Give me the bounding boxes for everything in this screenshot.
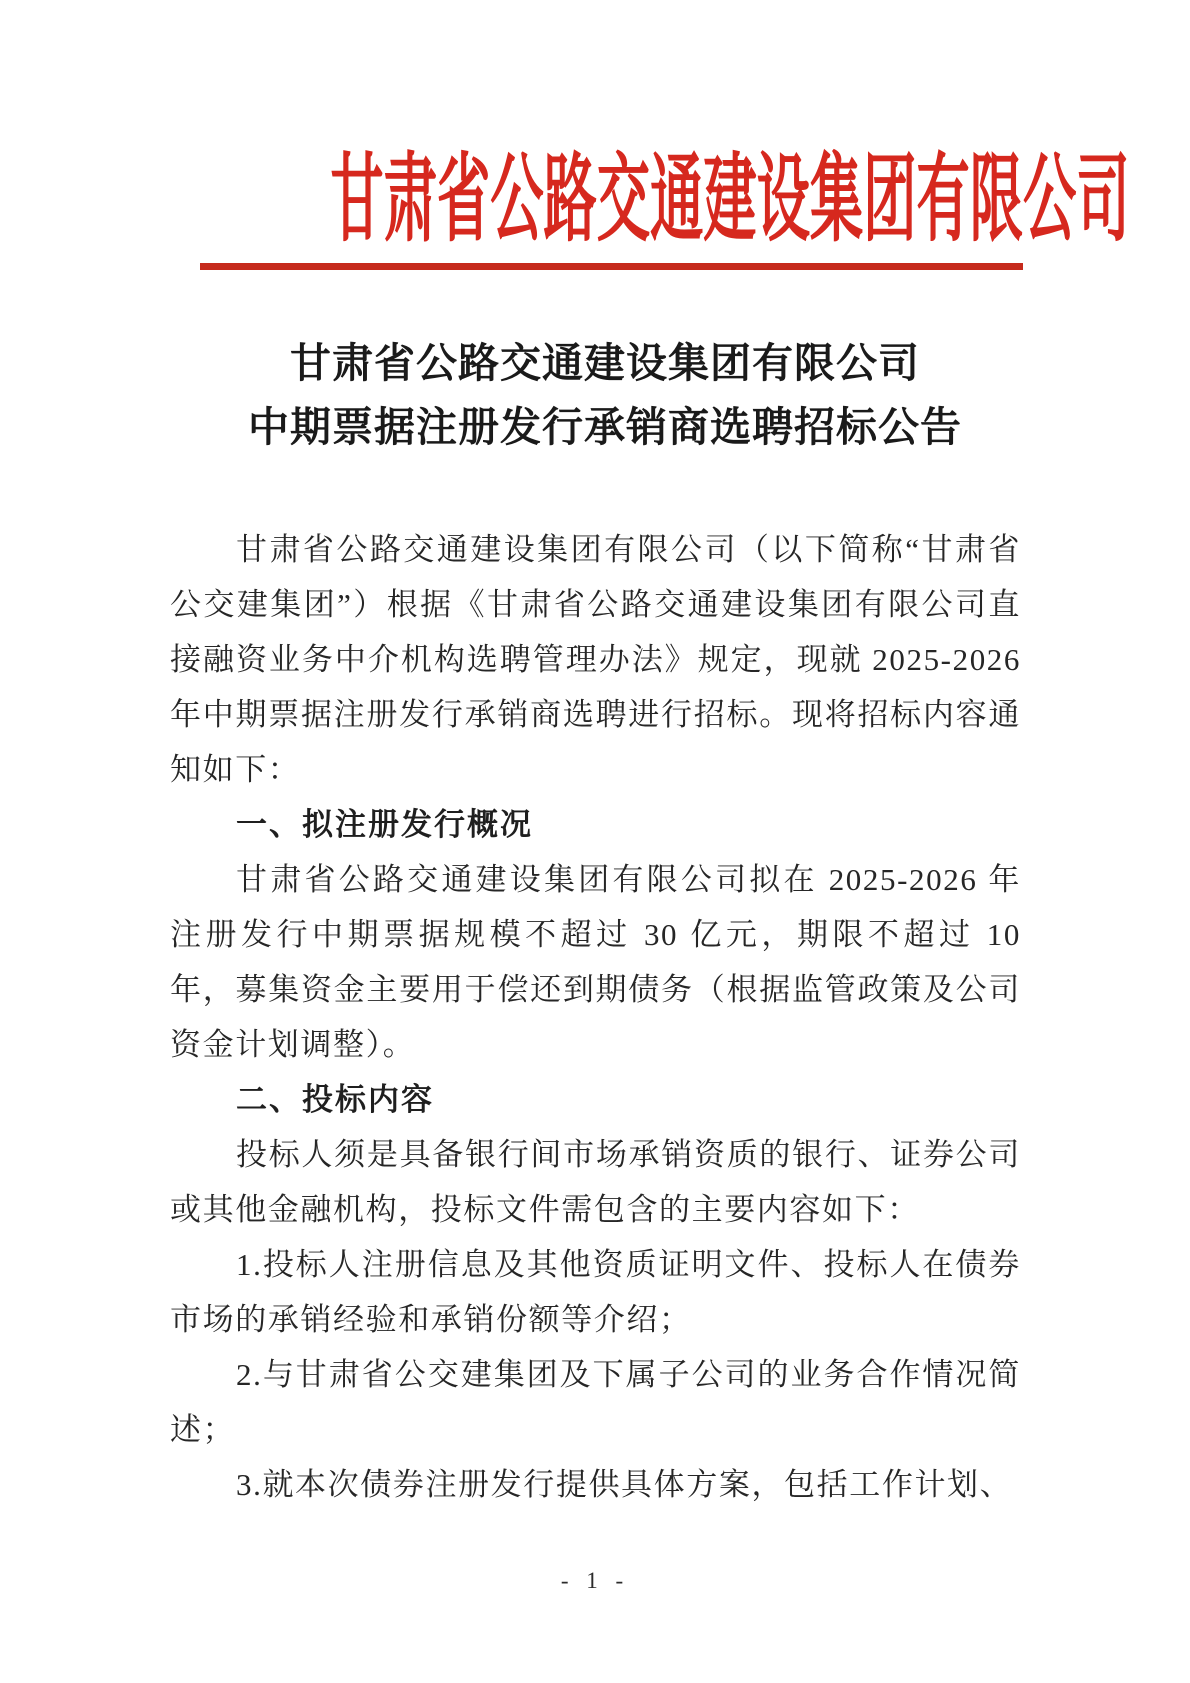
body-paragraph: 3.就本次债券注册发行提供具体方案，包括工作计划、	[236, 1467, 1013, 1502]
section-heading: 一、拟注册发行概况	[236, 807, 533, 842]
document-title-line1: 甘肃省公路交通建设集团有限公司	[290, 340, 920, 386]
document-title-line2: 中期票据注册发行承销商选聘招标公告	[248, 404, 962, 450]
document-title	[10, 331, 1190, 459]
letterhead-divider	[200, 263, 1023, 270]
body-paragraph: 2.与甘肃省公交建集团及下属子公司的业务合作情况简述；	[170, 1357, 1021, 1447]
page-number: - 1 -	[560, 1568, 630, 1593]
body-paragraph: 投标人须是具备银行间市场承销资质的银行、证券公司或其他金融机构，投标文件需包含的主要内容如下：	[170, 1137, 1021, 1227]
section-heading: 二、投标内容	[236, 1082, 434, 1117]
body-paragraph: 甘肃省公路交通建设集团有限公司（以下简称“甘肃省公交建集团”）根据《甘肃省公路交通建设集团有限公司直接融资业务中介机构选聘管理办法》规定，现就 2025-2026 年中期票据注册发行承销商选聘进行招标。现将招标内容通知如下：	[170, 532, 1021, 787]
body-paragraph: 甘肃省公路交通建设集团有限公司拟在 2025-2026 年注册发行中期票据规模不超过 30 亿元，期限不超过 10 年，募集资金主要用于偿还到期债务（根据监管政策及公司资金计划调整）。	[170, 862, 1021, 1062]
document-body	[170, 522, 1021, 1512]
body-paragraph: 1.投标人注册信息及其他资质证明文件、投标人在债券市场的承销经验和承销份额等介绍；	[170, 1247, 1021, 1337]
letterhead-company-name: 甘肃省公路交通建设集团有限公司	[330, 146, 1130, 253]
